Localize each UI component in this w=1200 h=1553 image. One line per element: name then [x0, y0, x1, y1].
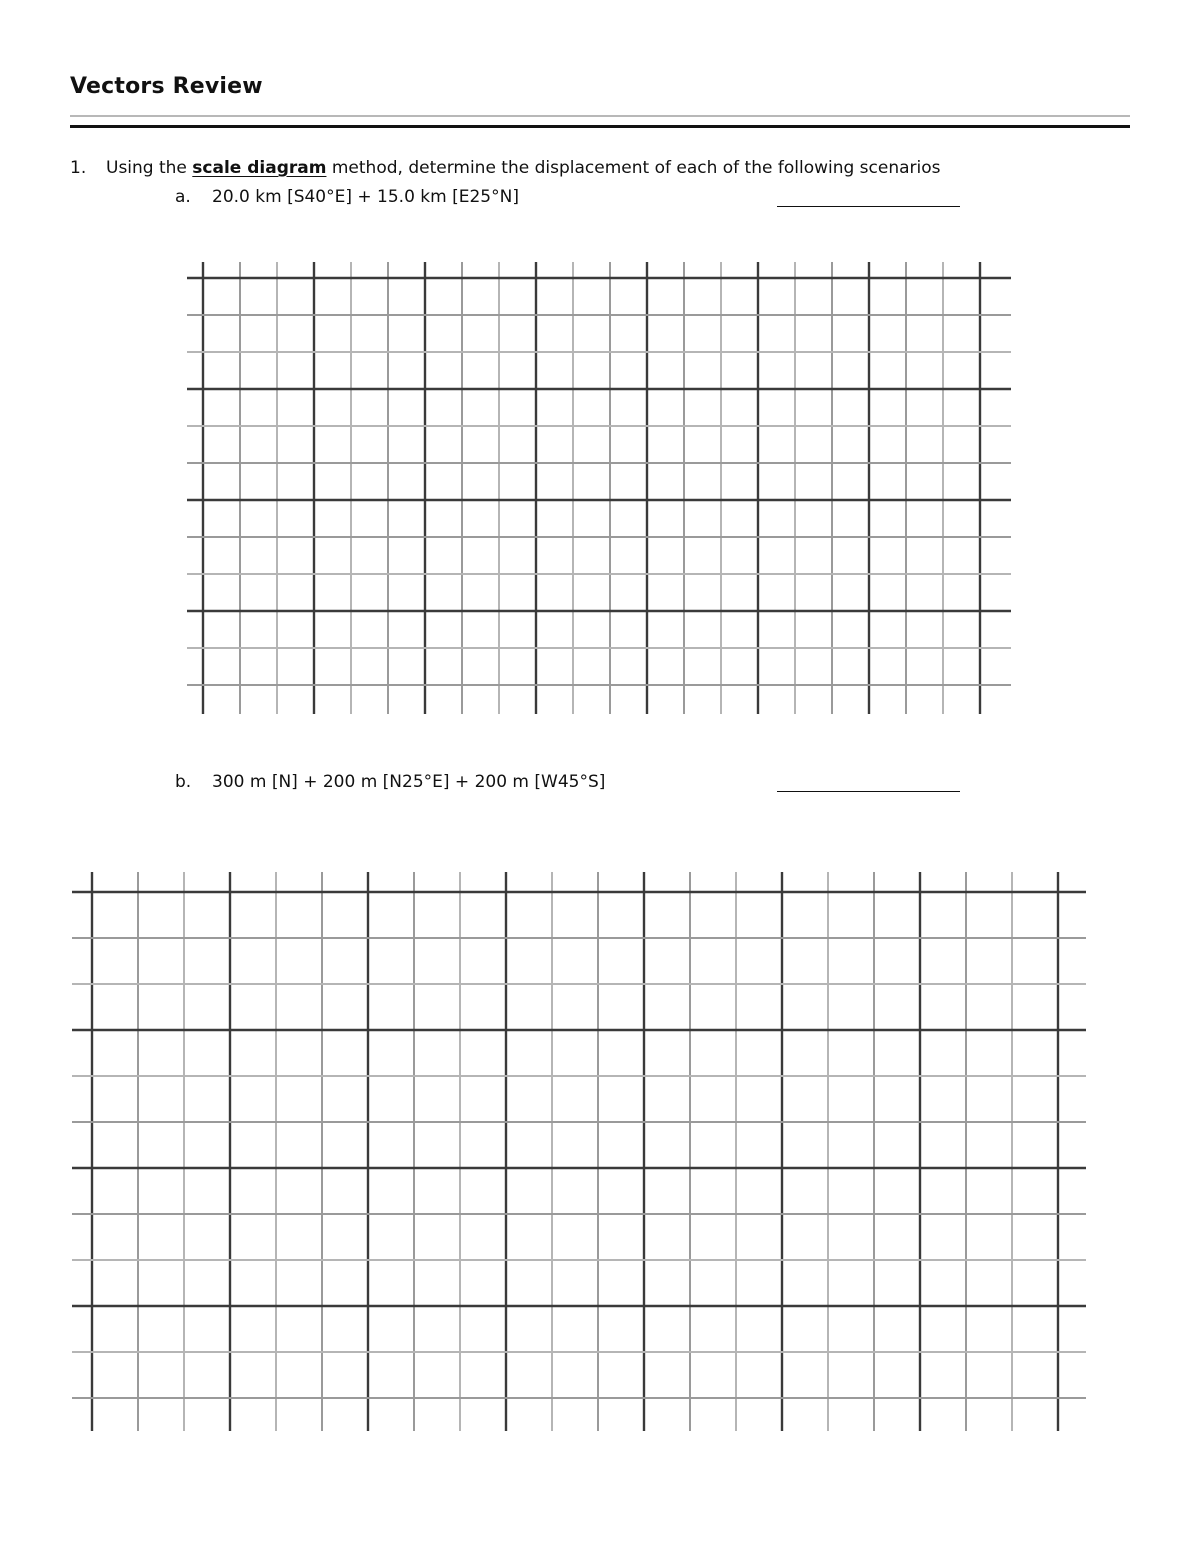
part-a — [175, 187, 519, 207]
question-text-after: method, determine the displacement of each of the following scenarios — [326, 158, 941, 178]
part-b — [175, 772, 605, 792]
graph-grid-a — [185, 260, 1013, 716]
question-text-before: Using the — [106, 158, 193, 178]
worksheet-title: Vectors Review — [70, 74, 263, 99]
part-b-answer-blank[interactable] — [777, 791, 960, 792]
question-1 — [70, 158, 941, 178]
title-rule-thick — [70, 125, 1130, 128]
question-emphasis: scale diagram — [192, 158, 327, 178]
title-rule-thin — [70, 115, 1130, 117]
part-a-label: a. — [175, 187, 191, 207]
graph-grid-b — [70, 870, 1088, 1433]
part-a-expression: 20.0 km [S40°E] + 15.0 km [E25°N] — [212, 187, 519, 207]
part-b-expression: 300 m [N] + 200 m [N25°E] + 200 m [W45°S] — [212, 772, 606, 792]
part-b-label: b. — [175, 772, 192, 792]
question-number: 1. — [70, 158, 87, 178]
part-a-answer-blank[interactable] — [777, 206, 960, 207]
